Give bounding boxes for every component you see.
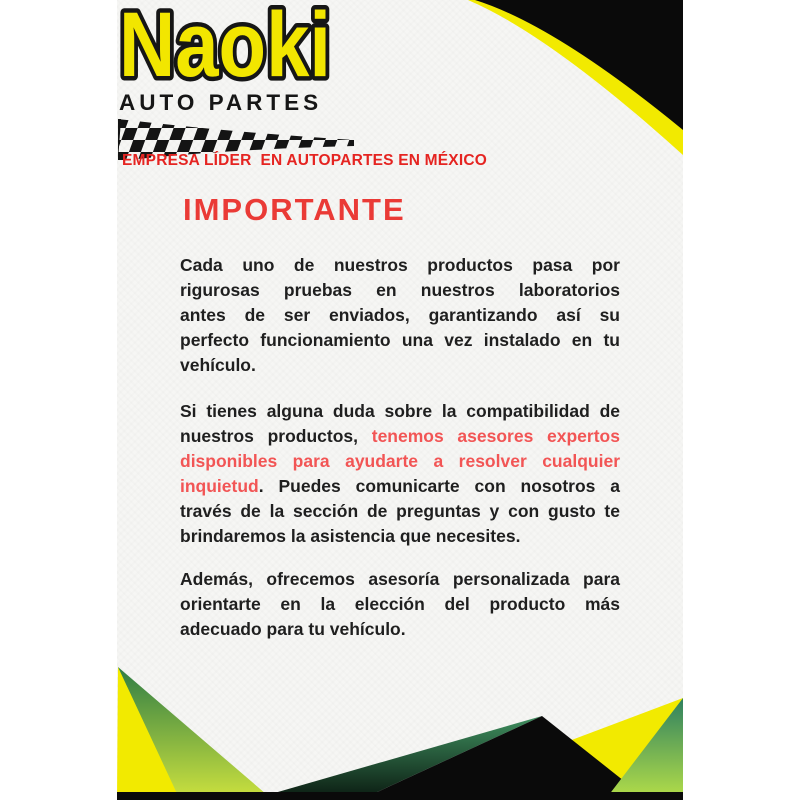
paragraph-support bbox=[180, 399, 620, 549]
paragraph-line: perfecto funcionamiento una vez instalado en tu bbox=[180, 330, 620, 350]
paragraph-quality bbox=[180, 253, 620, 378]
bottom-black-strip bbox=[117, 792, 683, 800]
paragraph-line: brindaremos la asistencia que necesites. bbox=[180, 526, 521, 546]
bottom-decoration bbox=[117, 650, 683, 800]
paragraph-line: antes de ser enviados, garantizando así su bbox=[180, 305, 620, 325]
logo-subtext: AUTO PARTES bbox=[119, 90, 323, 115]
text-highlight: inquietud bbox=[180, 476, 259, 496]
text-black: nuestros productos, bbox=[180, 426, 359, 446]
corner-decoration-top-right bbox=[468, 0, 683, 160]
text-highlight: tenemos asesores expertos bbox=[371, 426, 620, 446]
paragraph-line bbox=[180, 424, 620, 449]
paragraph-line: vehículo. bbox=[180, 355, 256, 375]
paragraph-line: Cada uno de nuestros productos pasa por bbox=[180, 255, 620, 275]
paragraph-line: orientarte en la elección del producto más bbox=[180, 594, 620, 614]
paragraph-advice bbox=[180, 567, 620, 642]
text-black: . Puedes comunicarte con nosotros a bbox=[258, 476, 620, 496]
paragraph-line: adecuado para tu vehículo. bbox=[180, 619, 406, 639]
paragraph-line: rigurosas pruebas en nuestros laboratorios bbox=[180, 280, 620, 300]
paragraph-line bbox=[180, 474, 620, 499]
naoki-logo bbox=[117, 0, 377, 96]
flyer-card bbox=[117, 0, 683, 800]
brand-tagline: EMPRESA LÍDER EN AUTOPARTES EN MÉXICO bbox=[122, 152, 488, 169]
paragraph-line: Además, ofrecemos asesoría personalizada para bbox=[180, 569, 620, 589]
paragraph-line: través de la sección de preguntas y con gusto te bbox=[180, 501, 620, 521]
paragraph-line-highlight: disponibles para ayudarte a resolver cualquier bbox=[180, 451, 620, 471]
naoki-logo-text: Naoki bbox=[119, 0, 331, 96]
paragraph-line: Si tienes alguna duda sobre la compatibilidad de bbox=[180, 401, 620, 421]
notice-heading: IMPORTANTE bbox=[183, 192, 406, 227]
